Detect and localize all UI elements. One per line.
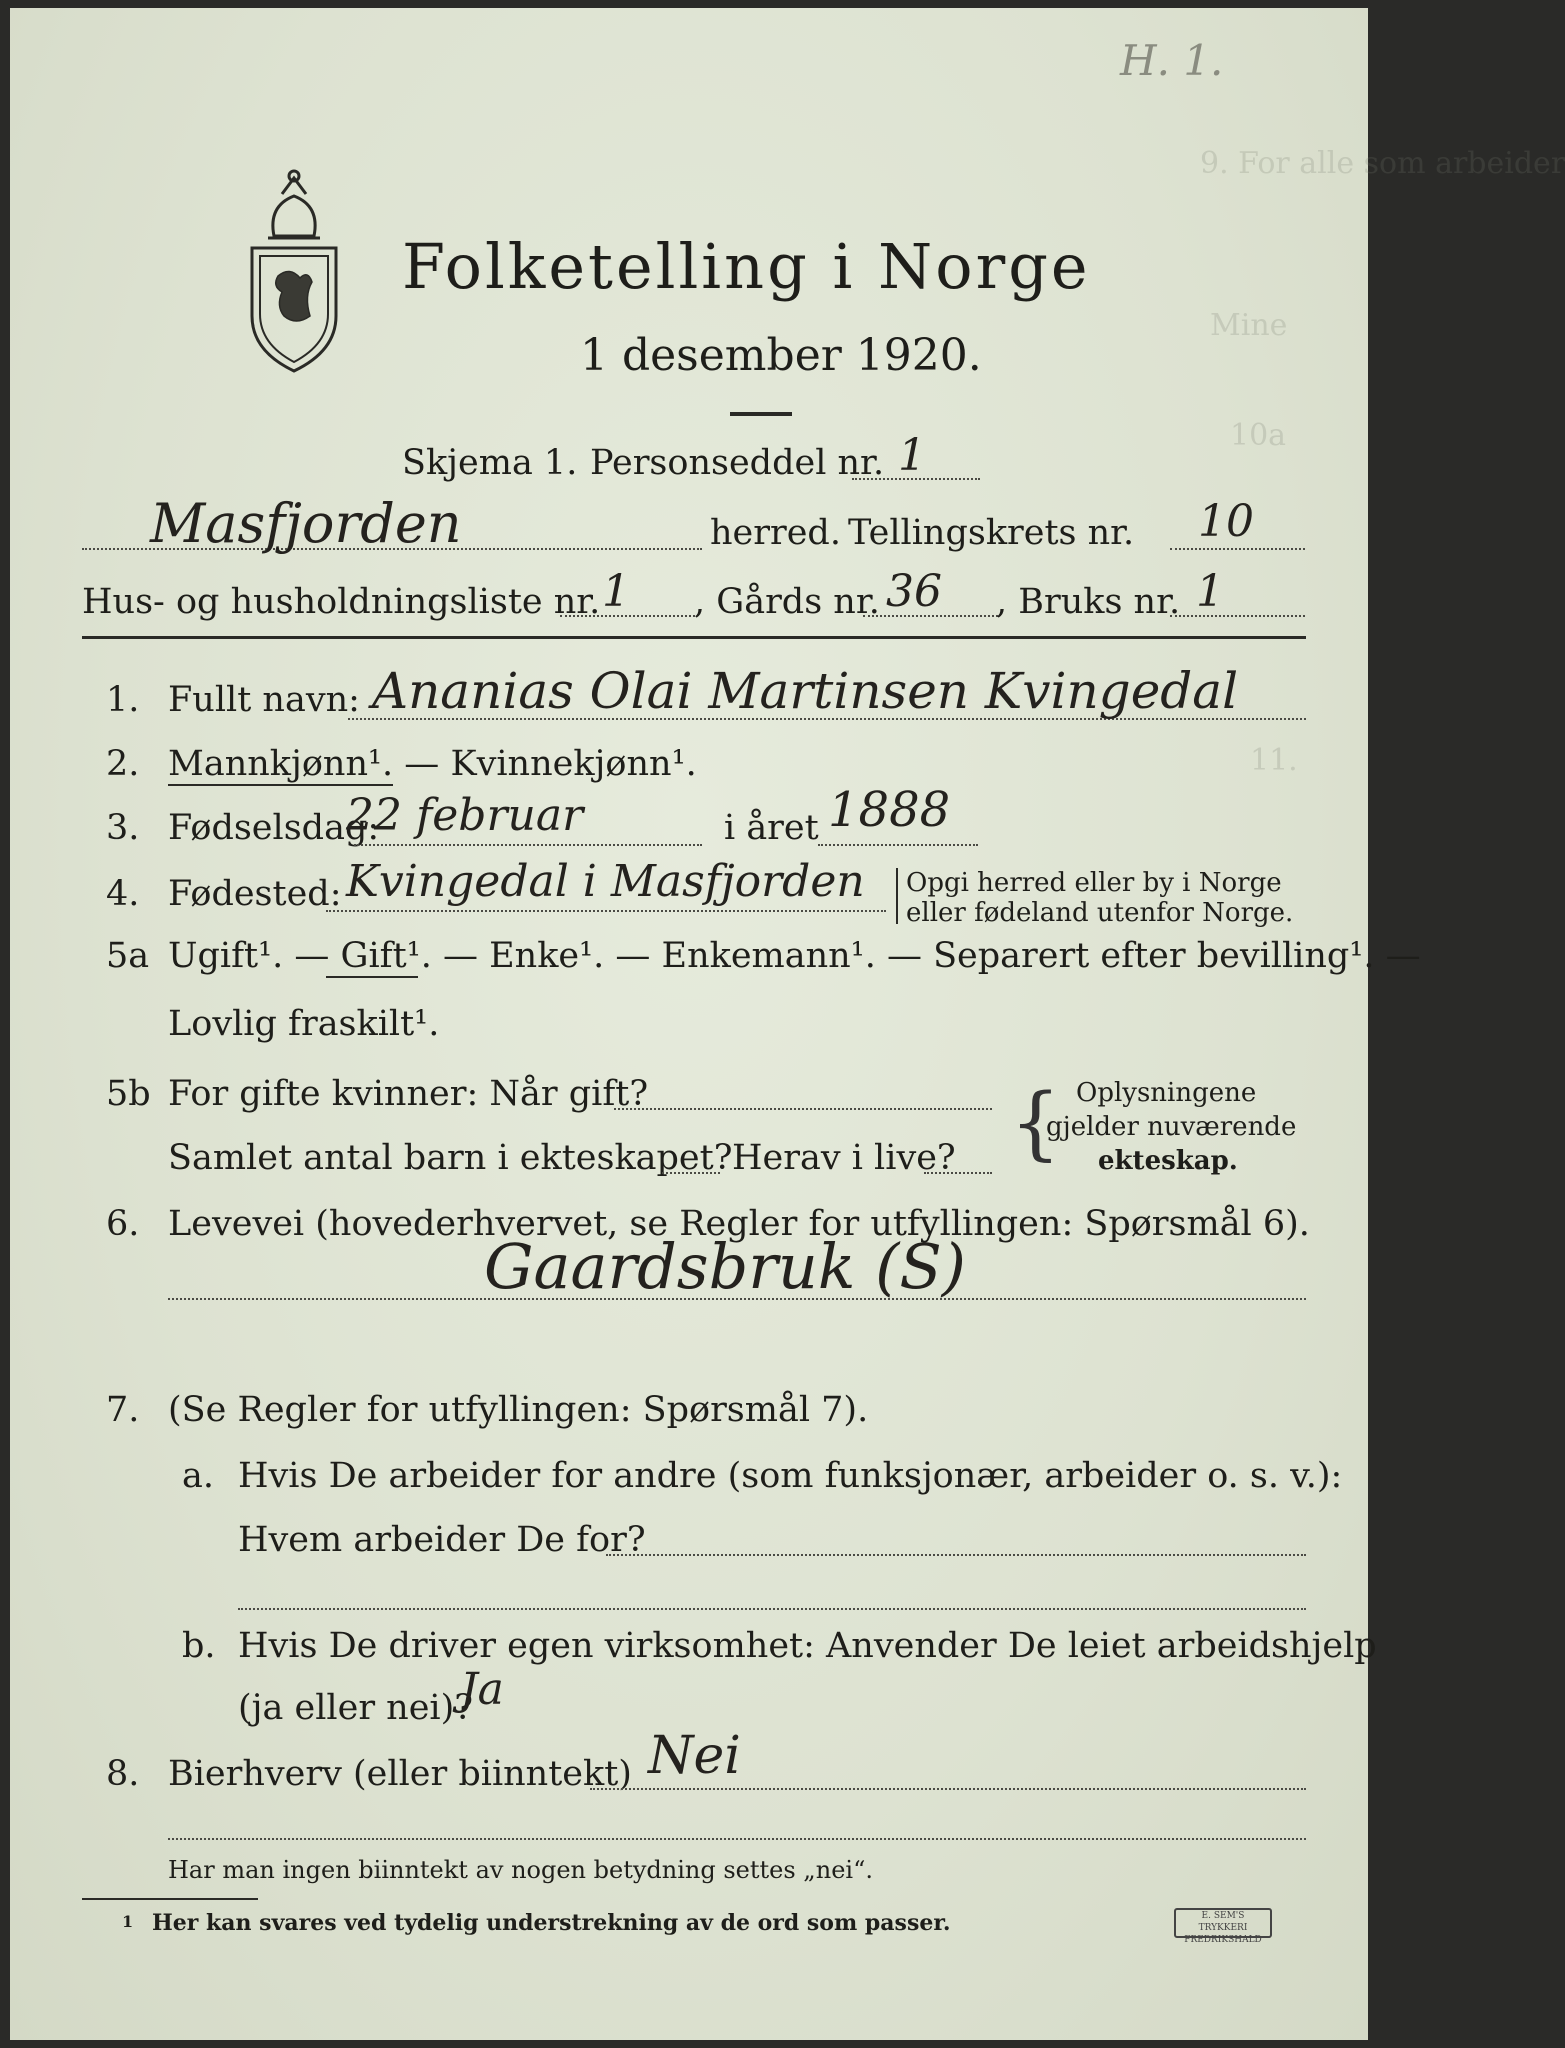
q3-year-line [818,844,978,846]
printer-stamp [1174,1908,1272,1945]
bruks-line [1170,615,1305,617]
q2-male-option: Mannkjønn¹. [168,744,394,784]
tellingskrets-label: Tellingskrets nr. [848,513,1135,553]
q4-line [326,910,886,912]
q5a-line-2: Lovlig fraskilt¹. [168,1004,440,1044]
q2-options [168,744,697,784]
personseddel-label: Personseddel nr. [590,443,885,483]
q4-label: Fødested: [168,874,342,914]
show-through-text: 9. For alle som arbeider [1200,146,1565,181]
q5b-line-2b: Herav i live? [732,1138,956,1178]
skjema-label: Skjema 1. [402,443,578,483]
tellingskrets-line [1170,548,1305,550]
q1-label: Fullt navn: [168,680,360,720]
q7-label: (Se Regler for utfyllingen: Spørsmål 7). [168,1390,869,1430]
q6-value: Gaardsbruk (S) [484,1230,966,1303]
q3-date-line [354,844,702,846]
q5a-number: 5a [106,936,150,976]
personseddel-value: 1 [898,430,926,481]
q3-number: 3. [106,808,140,848]
q8-line [590,1788,1306,1790]
q8-number: 8. [106,1754,140,1794]
q5b-line-1: For gifte kvinner: Når gift? [168,1074,649,1114]
gards-label: , Gårds nr. [694,582,880,622]
q2-number: 2. [106,744,140,784]
q5b-children-line [662,1172,720,1174]
hus-label: Hus- og husholdningsliste nr. [82,582,601,622]
show-through-text: 10a [1230,418,1287,453]
q4-bracket [896,868,898,924]
q3-year-value: 1888 [828,782,951,838]
show-through-text: 11. [1250,743,1298,778]
q5b-brace: { [1010,1076,1061,1169]
q5a-gift-underline [326,976,418,978]
census-form [10,8,1565,2040]
q7b-line-1: Hvis De driver egen virksomhet: Anvender De leiet arbeidshjelp [238,1626,1377,1666]
q4-note-1: Opgi herred eller by i Norge [906,868,1282,898]
corner-mark: H. 1. [1120,36,1224,85]
q6-label: Levevei (hovederhvervet, se Regler for utfyllingen: Spørsmål 6). [168,1204,1310,1244]
q5b-alive-line [924,1172,992,1174]
q3-year-label: i året [724,808,819,848]
q5b-when-line [614,1108,992,1110]
header-rule [82,636,1306,639]
q3-label: Fødselsdag: [168,808,380,848]
footnote-rule [82,1898,258,1900]
q1-number: 1. [106,680,140,720]
q3-value: 22 februar [346,790,584,841]
herred-value: Masfjorden [150,492,462,555]
q7b-value: Ja [460,1664,504,1715]
q8-value: Nei [648,1726,741,1786]
q4-value: Kvingedal i Masfjorden [346,856,865,907]
page-subtitle: 1 desember 1920. [580,330,982,381]
bruks-label: , Bruks nr. [996,582,1181,622]
nei-note: Har man ingen biinntekt av nogen betydning settes „nei“. [168,1856,873,1884]
q2-female-option: Kvinnekjønn¹. [450,744,697,784]
q7-number: 7. [106,1390,140,1430]
q4-note-2: eller fødeland utenfor Norge. [906,898,1294,928]
q2-separator: — [393,744,451,784]
q5b-number: 5b [106,1074,151,1114]
footnote-text: Her kan svares ved tydelig understrekning av de ord som passer. [152,1910,951,1936]
q1-value: Ananias Olai Martinsen Kvingedal [372,662,1239,720]
q8-line-extra [168,1838,1306,1840]
title-divider [730,412,792,416]
q4-number: 4. [106,874,140,914]
coat-of-arms-icon [238,166,350,376]
q7a-line-extra [238,1608,1306,1610]
printer-stamp-text: E. SEM'S TRYKKERI FREDRIKSHALD [1184,1911,1262,1945]
q5b-note-1: Oplysningene [1076,1078,1257,1108]
page-title: Folketelling i Norge [402,230,1091,303]
tellingskrets-value: 10 [1198,496,1254,547]
q7a-number: a. [182,1456,214,1496]
q7a-line-2: Hvem arbeider De for? [238,1520,646,1560]
footnote-number: 1 [122,1912,134,1931]
q5b-line-2a: Samlet antal barn i ekteskapet? [168,1138,733,1178]
bruks-value: 1 [1196,566,1224,617]
q8-label: Bierhverv (eller biinntekt) [168,1754,632,1794]
q7b-number: b. [182,1626,216,1666]
q5b-note-2: gjelder nuværende [1046,1112,1297,1142]
q7b-line-2: (ja eller nei)? [238,1688,474,1728]
q6-number: 6. [106,1204,140,1244]
q5a-line-1: Ugift¹. — Gift¹. — Enke¹. — Enkemann¹. — Separert efter bevilling¹. — [168,936,1421,976]
q7a-line [606,1554,1306,1556]
q7a-line-1: Hvis De arbeider for andre (som funksjonær, arbeider o. s. v.): [238,1456,1343,1496]
herred-label: herred. [710,513,841,553]
hus-value: 1 [602,566,630,617]
q5b-note-3: ekteskap. [1098,1146,1238,1176]
gards-value: 36 [886,566,942,617]
show-through-text: Mine [1210,308,1288,343]
